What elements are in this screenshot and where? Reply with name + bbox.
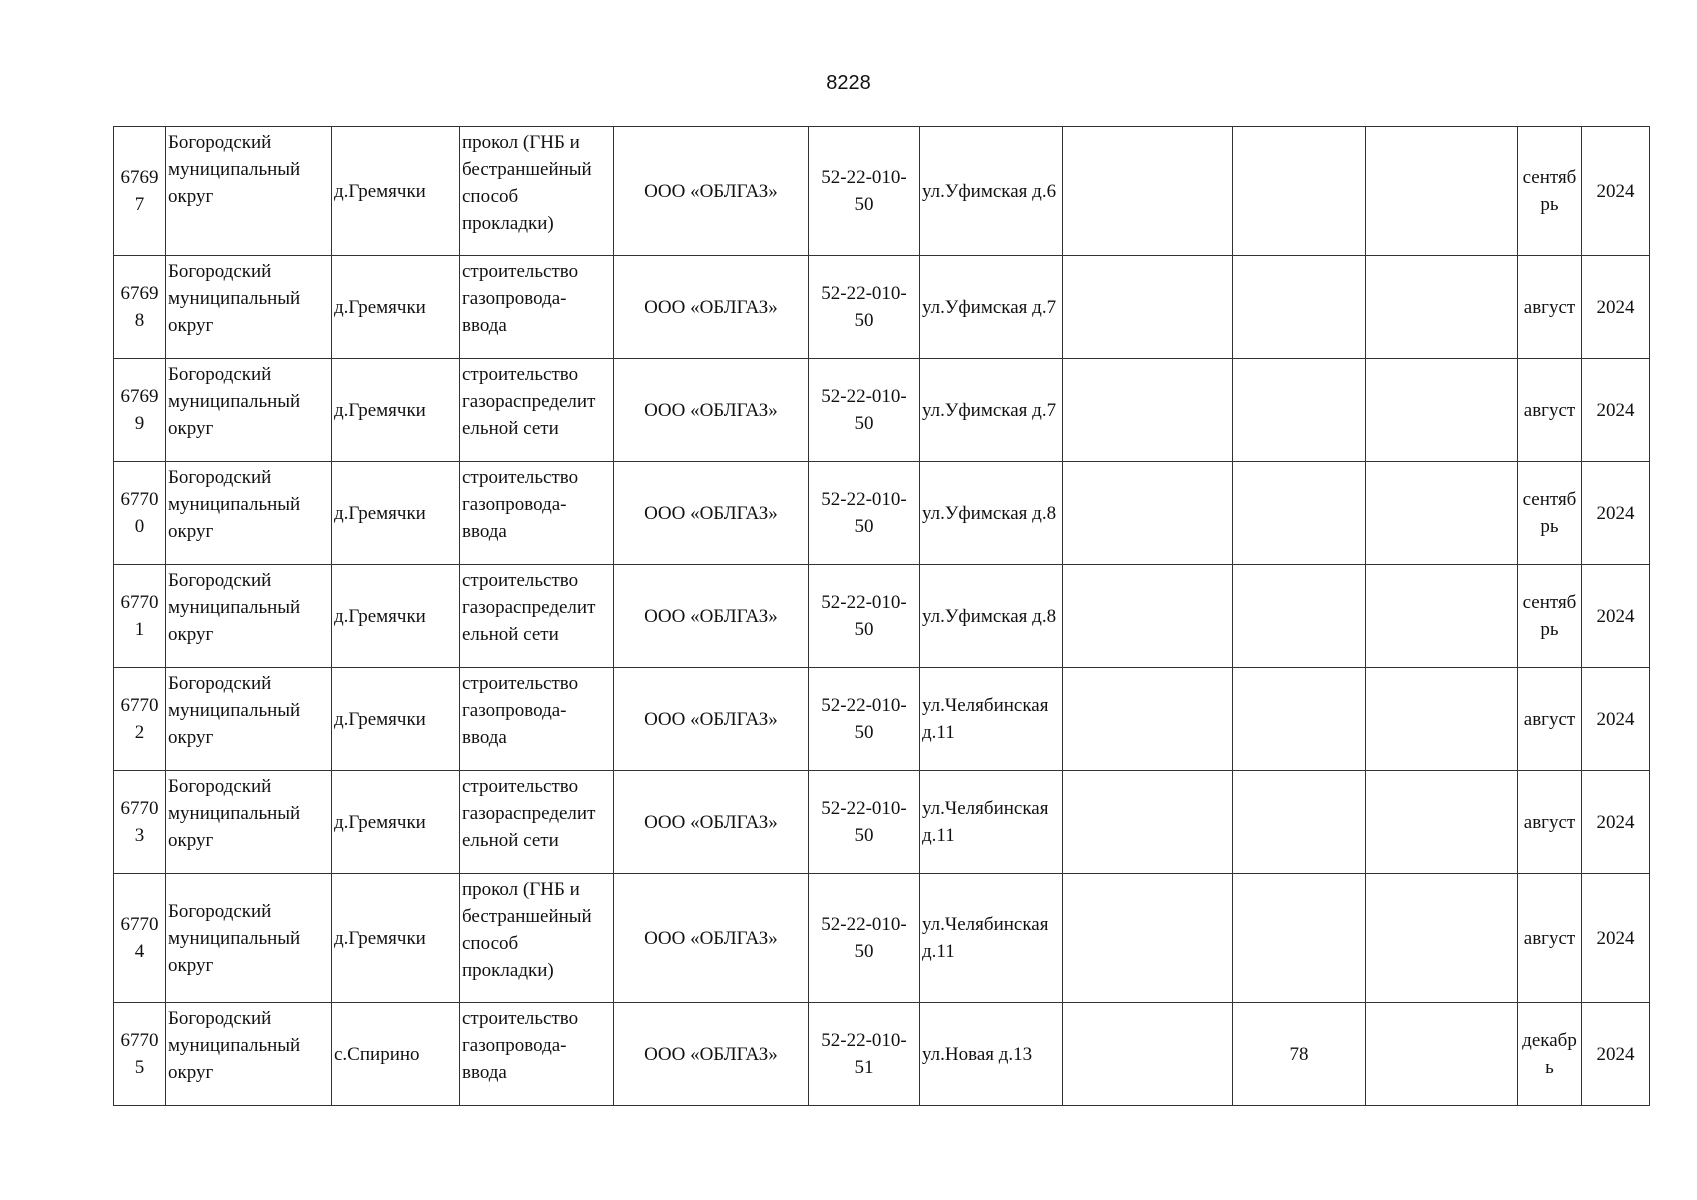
district-cell: Богородский муниципальный округ (166, 874, 332, 1003)
year-cell: 2024 (1582, 874, 1650, 1003)
empty-cell (1366, 462, 1518, 565)
empty-cell (1063, 565, 1233, 668)
value-cell (1233, 359, 1366, 462)
code-cell: 52-22-010- 50 (809, 874, 920, 1003)
code-cell: 52-22-010- 50 (809, 565, 920, 668)
empty-cell (1366, 359, 1518, 462)
value-cell: 78 (1233, 1003, 1366, 1106)
organization-cell: ООО «ОБЛГАЗ» (614, 565, 809, 668)
table-row (114, 874, 1650, 1003)
month-cell: сентяб рь (1518, 127, 1582, 256)
register-table (113, 126, 1650, 1106)
district-cell: Богородский муниципальный округ (166, 565, 332, 668)
empty-cell (1063, 462, 1233, 565)
year-cell: 2024 (1582, 1003, 1650, 1106)
value-cell (1233, 127, 1366, 256)
code-cell: 52-22-010- 50 (809, 256, 920, 359)
empty-cell (1366, 1003, 1518, 1106)
table-row (114, 256, 1650, 359)
address-cell: ул.Уфимская д.8 (920, 565, 1063, 668)
empty-cell (1063, 127, 1233, 256)
organization-cell: ООО «ОБЛГАЗ» (614, 771, 809, 874)
organization-cell: ООО «ОБЛГАЗ» (614, 668, 809, 771)
district-cell: Богородский муниципальный округ (166, 359, 332, 462)
table-row (114, 127, 1650, 256)
row-number: 6770 3 (114, 771, 166, 874)
locality-cell: д.Гремячки (332, 668, 460, 771)
organization-cell: ООО «ОБЛГАЗ» (614, 874, 809, 1003)
district-cell: Богородский муниципальный округ (166, 462, 332, 565)
table-row (114, 1003, 1650, 1106)
table-row (114, 359, 1650, 462)
locality-cell: д.Гремячки (332, 359, 460, 462)
code-cell: 52-22-010- 51 (809, 1003, 920, 1106)
month-cell: сентяб рь (1518, 565, 1582, 668)
work-type-cell: прокол (ГНБ и бестраншейный способ прокладки) (460, 874, 614, 1003)
year-cell: 2024 (1582, 771, 1650, 874)
empty-cell (1366, 565, 1518, 668)
work-type-cell: строительство газопровода- ввода (460, 668, 614, 771)
value-cell (1233, 565, 1366, 668)
address-cell: ул.Челябинская д.11 (920, 668, 1063, 771)
code-cell: 52-22-010- 50 (809, 127, 920, 256)
address-cell: ул.Новая д.13 (920, 1003, 1063, 1106)
page-number: 8228 (826, 72, 871, 94)
work-type-cell: строительство газопровода- ввода (460, 1003, 614, 1106)
district-cell: Богородский муниципальный округ (166, 1003, 332, 1106)
locality-cell: д.Гремячки (332, 462, 460, 565)
address-cell: ул.Уфимская д.7 (920, 359, 1063, 462)
district-cell: Богородский муниципальный округ (166, 668, 332, 771)
value-cell (1233, 771, 1366, 874)
value-cell (1233, 256, 1366, 359)
table-row (114, 668, 1650, 771)
year-cell: 2024 (1582, 462, 1650, 565)
empty-cell (1366, 771, 1518, 874)
value-cell (1233, 874, 1366, 1003)
address-cell: ул.Уфимская д.7 (920, 256, 1063, 359)
empty-cell (1366, 874, 1518, 1003)
value-cell (1233, 462, 1366, 565)
district-cell: Богородский муниципальный округ (166, 256, 332, 359)
year-cell: 2024 (1582, 668, 1650, 771)
empty-cell (1063, 256, 1233, 359)
row-number: 6770 5 (114, 1003, 166, 1106)
locality-cell: д.Гремячки (332, 874, 460, 1003)
locality-cell: д.Гремячки (332, 127, 460, 256)
month-cell: сентяб рь (1518, 462, 1582, 565)
code-cell: 52-22-010- 50 (809, 462, 920, 565)
district-cell: Богородский муниципальный округ (166, 771, 332, 874)
row-number: 6770 4 (114, 874, 166, 1003)
month-cell: август (1518, 771, 1582, 874)
address-cell: ул.Челябинская д.11 (920, 771, 1063, 874)
row-number: 6769 9 (114, 359, 166, 462)
year-cell: 2024 (1582, 127, 1650, 256)
row-number: 6769 8 (114, 256, 166, 359)
row-number: 6770 1 (114, 565, 166, 668)
empty-cell (1366, 256, 1518, 359)
organization-cell: ООО «ОБЛГАЗ» (614, 256, 809, 359)
address-cell: ул.Уфимская д.8 (920, 462, 1063, 565)
locality-cell: д.Гремячки (332, 771, 460, 874)
work-type-cell: строительство газораспределит ельной сети (460, 565, 614, 668)
code-cell: 52-22-010- 50 (809, 359, 920, 462)
value-cell (1233, 668, 1366, 771)
locality-cell: с.Спирино (332, 1003, 460, 1106)
locality-cell: д.Гремячки (332, 565, 460, 668)
organization-cell: ООО «ОБЛГАЗ» (614, 127, 809, 256)
month-cell: август (1518, 256, 1582, 359)
table-row (114, 565, 1650, 668)
table-row (114, 771, 1650, 874)
address-cell: ул.Челябинская д.11 (920, 874, 1063, 1003)
empty-cell (1063, 771, 1233, 874)
empty-cell (1063, 359, 1233, 462)
work-type-cell: строительство газопровода- ввода (460, 256, 614, 359)
organization-cell: ООО «ОБЛГАЗ» (614, 462, 809, 565)
row-number: 6770 0 (114, 462, 166, 565)
month-cell: август (1518, 359, 1582, 462)
year-cell: 2024 (1582, 256, 1650, 359)
empty-cell (1063, 1003, 1233, 1106)
organization-cell: ООО «ОБЛГАЗ» (614, 359, 809, 462)
year-cell: 2024 (1582, 565, 1650, 668)
empty-cell (1063, 874, 1233, 1003)
month-cell: август (1518, 668, 1582, 771)
district-cell: Богородский муниципальный округ (166, 127, 332, 256)
table-row (114, 462, 1650, 565)
month-cell: август (1518, 874, 1582, 1003)
row-number: 6770 2 (114, 668, 166, 771)
work-type-cell: строительство газораспределит ельной сети (460, 771, 614, 874)
code-cell: 52-22-010- 50 (809, 668, 920, 771)
address-cell: ул.Уфимская д.6 (920, 127, 1063, 256)
code-cell: 52-22-010- 50 (809, 771, 920, 874)
work-type-cell: строительство газораспределит ельной сети (460, 359, 614, 462)
locality-cell: д.Гремячки (332, 256, 460, 359)
work-type-cell: прокол (ГНБ и бестраншейный способ прокладки) (460, 127, 614, 256)
empty-cell (1366, 668, 1518, 771)
row-number: 6769 7 (114, 127, 166, 256)
month-cell: декабр ь (1518, 1003, 1582, 1106)
organization-cell: ООО «ОБЛГАЗ» (614, 1003, 809, 1106)
empty-cell (1366, 127, 1518, 256)
year-cell: 2024 (1582, 359, 1650, 462)
empty-cell (1063, 668, 1233, 771)
work-type-cell: строительство газопровода- ввода (460, 462, 614, 565)
